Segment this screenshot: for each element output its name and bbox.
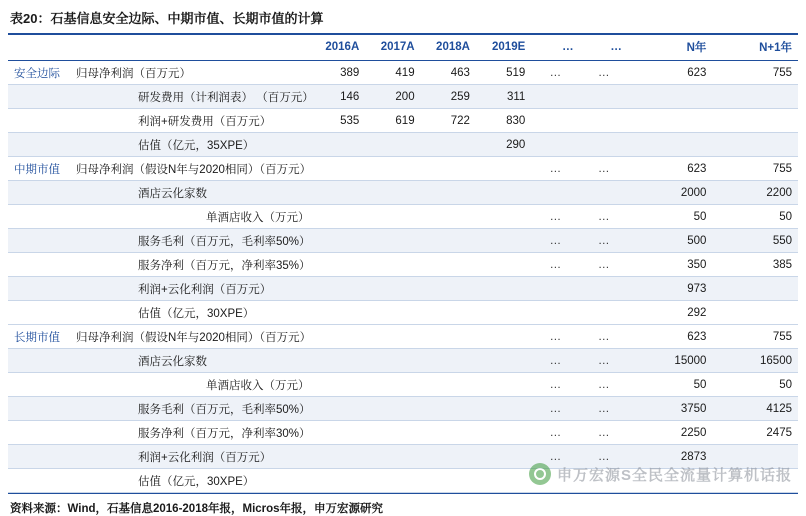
- row-value-cell: …: [531, 445, 579, 469]
- row-value-cell: 16500: [712, 349, 798, 373]
- row-value-cell: 311: [476, 85, 531, 109]
- row-value-cell: [421, 181, 476, 205]
- row-value-cell: …: [531, 157, 579, 181]
- row-value-cell: [365, 349, 420, 373]
- row-value-cell: …: [580, 445, 628, 469]
- row-label: 估值（亿元，30XPE）: [138, 307, 255, 320]
- row-value-cell: [421, 301, 476, 325]
- column-header-2016a: 2016A: [310, 35, 365, 61]
- row-value-cell: 50: [712, 373, 798, 397]
- row-value-cell: [421, 229, 476, 253]
- row-value-cell: [310, 349, 365, 373]
- row-value-cell: [531, 277, 579, 301]
- row-value-cell: [421, 133, 476, 157]
- table-header: [8, 35, 798, 61]
- row-label: 利润+云化利润（百万元）: [138, 283, 272, 296]
- column-header-2018a: 2018A: [421, 35, 476, 61]
- row-value-cell: …: [580, 421, 628, 445]
- row-label: 归母净利润（假设N年与2020相同）（百万元）: [76, 163, 312, 176]
- row-value-cell: [580, 469, 628, 493]
- row-value-cell: [310, 397, 365, 421]
- row-label-cell: [8, 85, 314, 109]
- row-value-cell: [310, 181, 365, 205]
- table-row: [8, 85, 798, 109]
- row-value-cell: [476, 229, 531, 253]
- row-value-cell: 2250: [628, 421, 713, 445]
- table-row: [8, 253, 798, 277]
- row-label: 利润+研发费用（百万元）: [138, 115, 272, 128]
- row-value-cell: [310, 469, 365, 493]
- row-value-cell: 292: [628, 301, 713, 325]
- row-label-cell: [8, 277, 310, 301]
- row-value-cell: [476, 253, 531, 277]
- row-value-cell: …: [580, 325, 628, 349]
- table-row: [8, 325, 798, 349]
- row-label-cell: [8, 157, 310, 181]
- row-label: 估值（亿元，30XPE）: [138, 475, 255, 488]
- row-value-cell: …: [580, 61, 628, 85]
- row-value-cell: 389: [310, 61, 365, 85]
- row-value-cell: [580, 301, 628, 325]
- row-value-cell: …: [531, 373, 579, 397]
- row-value-cell: [531, 133, 579, 157]
- row-value-cell: [712, 109, 798, 133]
- row-value-cell: [580, 109, 628, 133]
- row-label-cell: [8, 205, 310, 229]
- row-value-cell: [476, 277, 531, 301]
- row-section-label: 中期市值: [14, 163, 60, 176]
- row-value-cell: [531, 85, 579, 109]
- table-row: [8, 349, 798, 373]
- row-label-cell: [8, 445, 310, 469]
- row-value-cell: [580, 85, 628, 109]
- row-value-cell: [421, 349, 476, 373]
- row-value-cell: [421, 445, 476, 469]
- row-value-cell: [310, 133, 365, 157]
- row-value-cell: 2000: [628, 181, 713, 205]
- row-value-cell: [476, 157, 531, 181]
- row-value-cell: [476, 181, 531, 205]
- row-value-cell: 519: [476, 61, 531, 85]
- row-value-cell: [365, 325, 420, 349]
- row-label: 服务净利（百万元，净利率35%）: [138, 259, 311, 272]
- row-label-cell: [8, 301, 310, 325]
- row-value-cell: …: [580, 205, 628, 229]
- row-value-cell: 500: [628, 229, 713, 253]
- table-body: [8, 61, 798, 493]
- row-value-cell: 755: [712, 61, 798, 85]
- table-row: [8, 205, 798, 229]
- row-label: 估值（亿元，35XPE）: [138, 139, 255, 152]
- row-value-cell: [531, 181, 579, 205]
- source-note: 资料来源：Wind，石基信息2016-2018年报，Micros年报，申万宏源研究: [10, 503, 384, 515]
- row-label-cell: [8, 349, 310, 373]
- row-value-cell: [476, 469, 531, 493]
- row-value-cell: …: [580, 373, 628, 397]
- row-value-cell: [365, 133, 420, 157]
- row-value-cell: [712, 277, 798, 301]
- row-label-cell: [8, 133, 310, 157]
- row-value-cell: 973: [628, 277, 713, 301]
- row-label: 单酒店收入（万元）: [206, 211, 310, 224]
- row-value-cell: 722: [421, 109, 476, 133]
- row-value-cell: 550: [712, 229, 798, 253]
- row-value-cell: [365, 229, 420, 253]
- row-value-cell: 3750: [628, 397, 713, 421]
- table-row: [8, 277, 798, 301]
- row-value-cell: 419: [365, 61, 420, 85]
- row-value-cell: …: [531, 61, 579, 85]
- row-value-cell: 755: [712, 157, 798, 181]
- row-value-cell: 146: [310, 85, 365, 109]
- row-value-cell: [310, 421, 365, 445]
- column-header-n1-year: N+1年: [712, 35, 798, 61]
- row-value-cell: …: [531, 349, 579, 373]
- row-value-cell: [476, 373, 531, 397]
- column-header-ellipsis-2: …: [580, 35, 628, 61]
- row-value-cell: [476, 325, 531, 349]
- row-value-cell: [310, 325, 365, 349]
- row-label: 研发费用（计利润表） （百万元）: [138, 91, 314, 104]
- row-value-cell: …: [580, 397, 628, 421]
- row-value-cell: [365, 205, 420, 229]
- row-value-cell: [310, 229, 365, 253]
- row-value-cell: 259: [421, 85, 476, 109]
- row-label-cell: [8, 181, 310, 205]
- row-value-cell: [310, 253, 365, 277]
- row-value-cell: [365, 421, 420, 445]
- row-value-cell: [712, 85, 798, 109]
- row-section-label: 安全边际: [14, 67, 60, 80]
- row-label-cell: [8, 469, 310, 493]
- row-value-cell: 755: [712, 325, 798, 349]
- row-value-cell: 463: [421, 61, 476, 85]
- row-value-cell: …: [531, 325, 579, 349]
- row-value-cell: [712, 469, 798, 493]
- row-label-cell: [8, 421, 310, 445]
- table-row: [8, 469, 798, 493]
- row-value-cell: …: [531, 229, 579, 253]
- row-value-cell: …: [531, 253, 579, 277]
- row-value-cell: …: [580, 349, 628, 373]
- row-value-cell: [421, 373, 476, 397]
- row-value-cell: 290: [476, 133, 531, 157]
- table-row: [8, 301, 798, 325]
- row-value-cell: 623: [628, 61, 713, 85]
- row-value-cell: 2475: [712, 421, 798, 445]
- row-value-cell: [421, 253, 476, 277]
- row-label: 归母净利润（百万元）: [76, 67, 191, 80]
- table-row: [8, 181, 798, 205]
- row-label: 归母净利润（假设N年与2020相同）（百万元）: [76, 331, 312, 344]
- row-label: 利润+云化利润（百万元）: [138, 451, 272, 464]
- row-value-cell: 4125: [712, 397, 798, 421]
- row-value-cell: [531, 469, 579, 493]
- watermark-label: 申万宏源S全民全流量计算机话报: [556, 466, 792, 484]
- row-value-cell: [531, 109, 579, 133]
- column-header-label: [8, 35, 310, 61]
- row-value-cell: [476, 349, 531, 373]
- row-value-cell: [580, 277, 628, 301]
- table-row: [8, 133, 798, 157]
- row-label-cell: [8, 61, 310, 85]
- row-value-cell: [421, 421, 476, 445]
- row-value-cell: [365, 397, 420, 421]
- table-row: [8, 229, 798, 253]
- row-value-cell: [365, 445, 420, 469]
- row-value-cell: [310, 373, 365, 397]
- table-row: [8, 397, 798, 421]
- row-value-cell: [712, 301, 798, 325]
- row-section-label: 长期市值: [14, 331, 60, 344]
- row-value-cell: 535: [310, 109, 365, 133]
- row-value-cell: [580, 133, 628, 157]
- row-value-cell: [365, 469, 420, 493]
- row-value-cell: [310, 277, 365, 301]
- row-value-cell: …: [580, 157, 628, 181]
- row-value-cell: [365, 277, 420, 301]
- row-label: 服务净利（百万元，净利率30%）: [138, 427, 311, 440]
- row-value-cell: 50: [628, 373, 713, 397]
- row-value-cell: …: [531, 205, 579, 229]
- row-value-cell: …: [531, 421, 579, 445]
- row-value-cell: …: [531, 397, 579, 421]
- row-value-cell: [310, 157, 365, 181]
- row-label: 酒店云化家数: [138, 187, 207, 200]
- row-label: 服务毛利（百万元，毛利率50%）: [138, 235, 311, 248]
- row-value-cell: [628, 133, 713, 157]
- table-row: [8, 157, 798, 181]
- row-value-cell: 385: [712, 253, 798, 277]
- row-value-cell: [365, 373, 420, 397]
- row-value-cell: [421, 157, 476, 181]
- row-value-cell: [310, 445, 365, 469]
- row-value-cell: [421, 397, 476, 421]
- column-header-2017a: 2017A: [365, 35, 420, 61]
- row-value-cell: [712, 133, 798, 157]
- row-value-cell: [421, 469, 476, 493]
- row-label-cell: [8, 397, 310, 421]
- row-value-cell: [712, 445, 798, 469]
- row-value-cell: [476, 397, 531, 421]
- row-value-cell: [580, 181, 628, 205]
- row-value-cell: [628, 469, 713, 493]
- row-value-cell: [310, 301, 365, 325]
- row-value-cell: 2200: [712, 181, 798, 205]
- row-value-cell: 2873: [628, 445, 713, 469]
- header-row: [8, 35, 798, 61]
- row-label: 单酒店收入（万元）: [206, 379, 310, 392]
- row-label-cell: [8, 325, 310, 349]
- row-value-cell: [531, 301, 579, 325]
- row-value-cell: [476, 445, 531, 469]
- row-value-cell: [365, 253, 420, 277]
- row-value-cell: 623: [628, 325, 713, 349]
- row-value-cell: [476, 421, 531, 445]
- row-label: 酒店云化家数: [138, 355, 207, 368]
- row-value-cell: [365, 181, 420, 205]
- row-value-cell: [365, 301, 420, 325]
- table-row: [8, 421, 798, 445]
- row-value-cell: 200: [365, 85, 420, 109]
- column-header-n-year: N年: [628, 35, 713, 61]
- table-row: [8, 109, 798, 133]
- row-value-cell: [310, 205, 365, 229]
- row-value-cell: 50: [712, 205, 798, 229]
- row-label: 服务毛利（百万元，毛利率50%）: [138, 403, 311, 416]
- row-label-cell: [8, 373, 310, 397]
- row-value-cell: …: [580, 229, 628, 253]
- row-value-cell: [628, 109, 713, 133]
- column-header-2019e: 2019E: [476, 35, 531, 61]
- row-value-cell: 830: [476, 109, 531, 133]
- valuation-table: [8, 35, 798, 493]
- row-value-cell: [476, 205, 531, 229]
- row-value-cell: [365, 157, 420, 181]
- table-row: [8, 61, 798, 85]
- row-value-cell: [421, 325, 476, 349]
- row-value-cell: 619: [365, 109, 420, 133]
- row-value-cell: [421, 205, 476, 229]
- row-value-cell: 50: [628, 205, 713, 229]
- row-value-cell: 15000: [628, 349, 713, 373]
- row-label-cell: [8, 109, 310, 133]
- column-header-ellipsis-1: …: [531, 35, 579, 61]
- row-label-cell: [8, 253, 310, 277]
- row-value-cell: [421, 277, 476, 301]
- figure-title: 表20：石基信息安全边际、中期市值、长期市值的计算: [10, 11, 324, 26]
- table-row: [8, 445, 798, 469]
- row-label-cell: [8, 229, 310, 253]
- row-value-cell: 350: [628, 253, 713, 277]
- row-value-cell: [476, 301, 531, 325]
- row-value-cell: 623: [628, 157, 713, 181]
- table-row: [8, 373, 798, 397]
- row-value-cell: [628, 85, 713, 109]
- row-value-cell: …: [580, 253, 628, 277]
